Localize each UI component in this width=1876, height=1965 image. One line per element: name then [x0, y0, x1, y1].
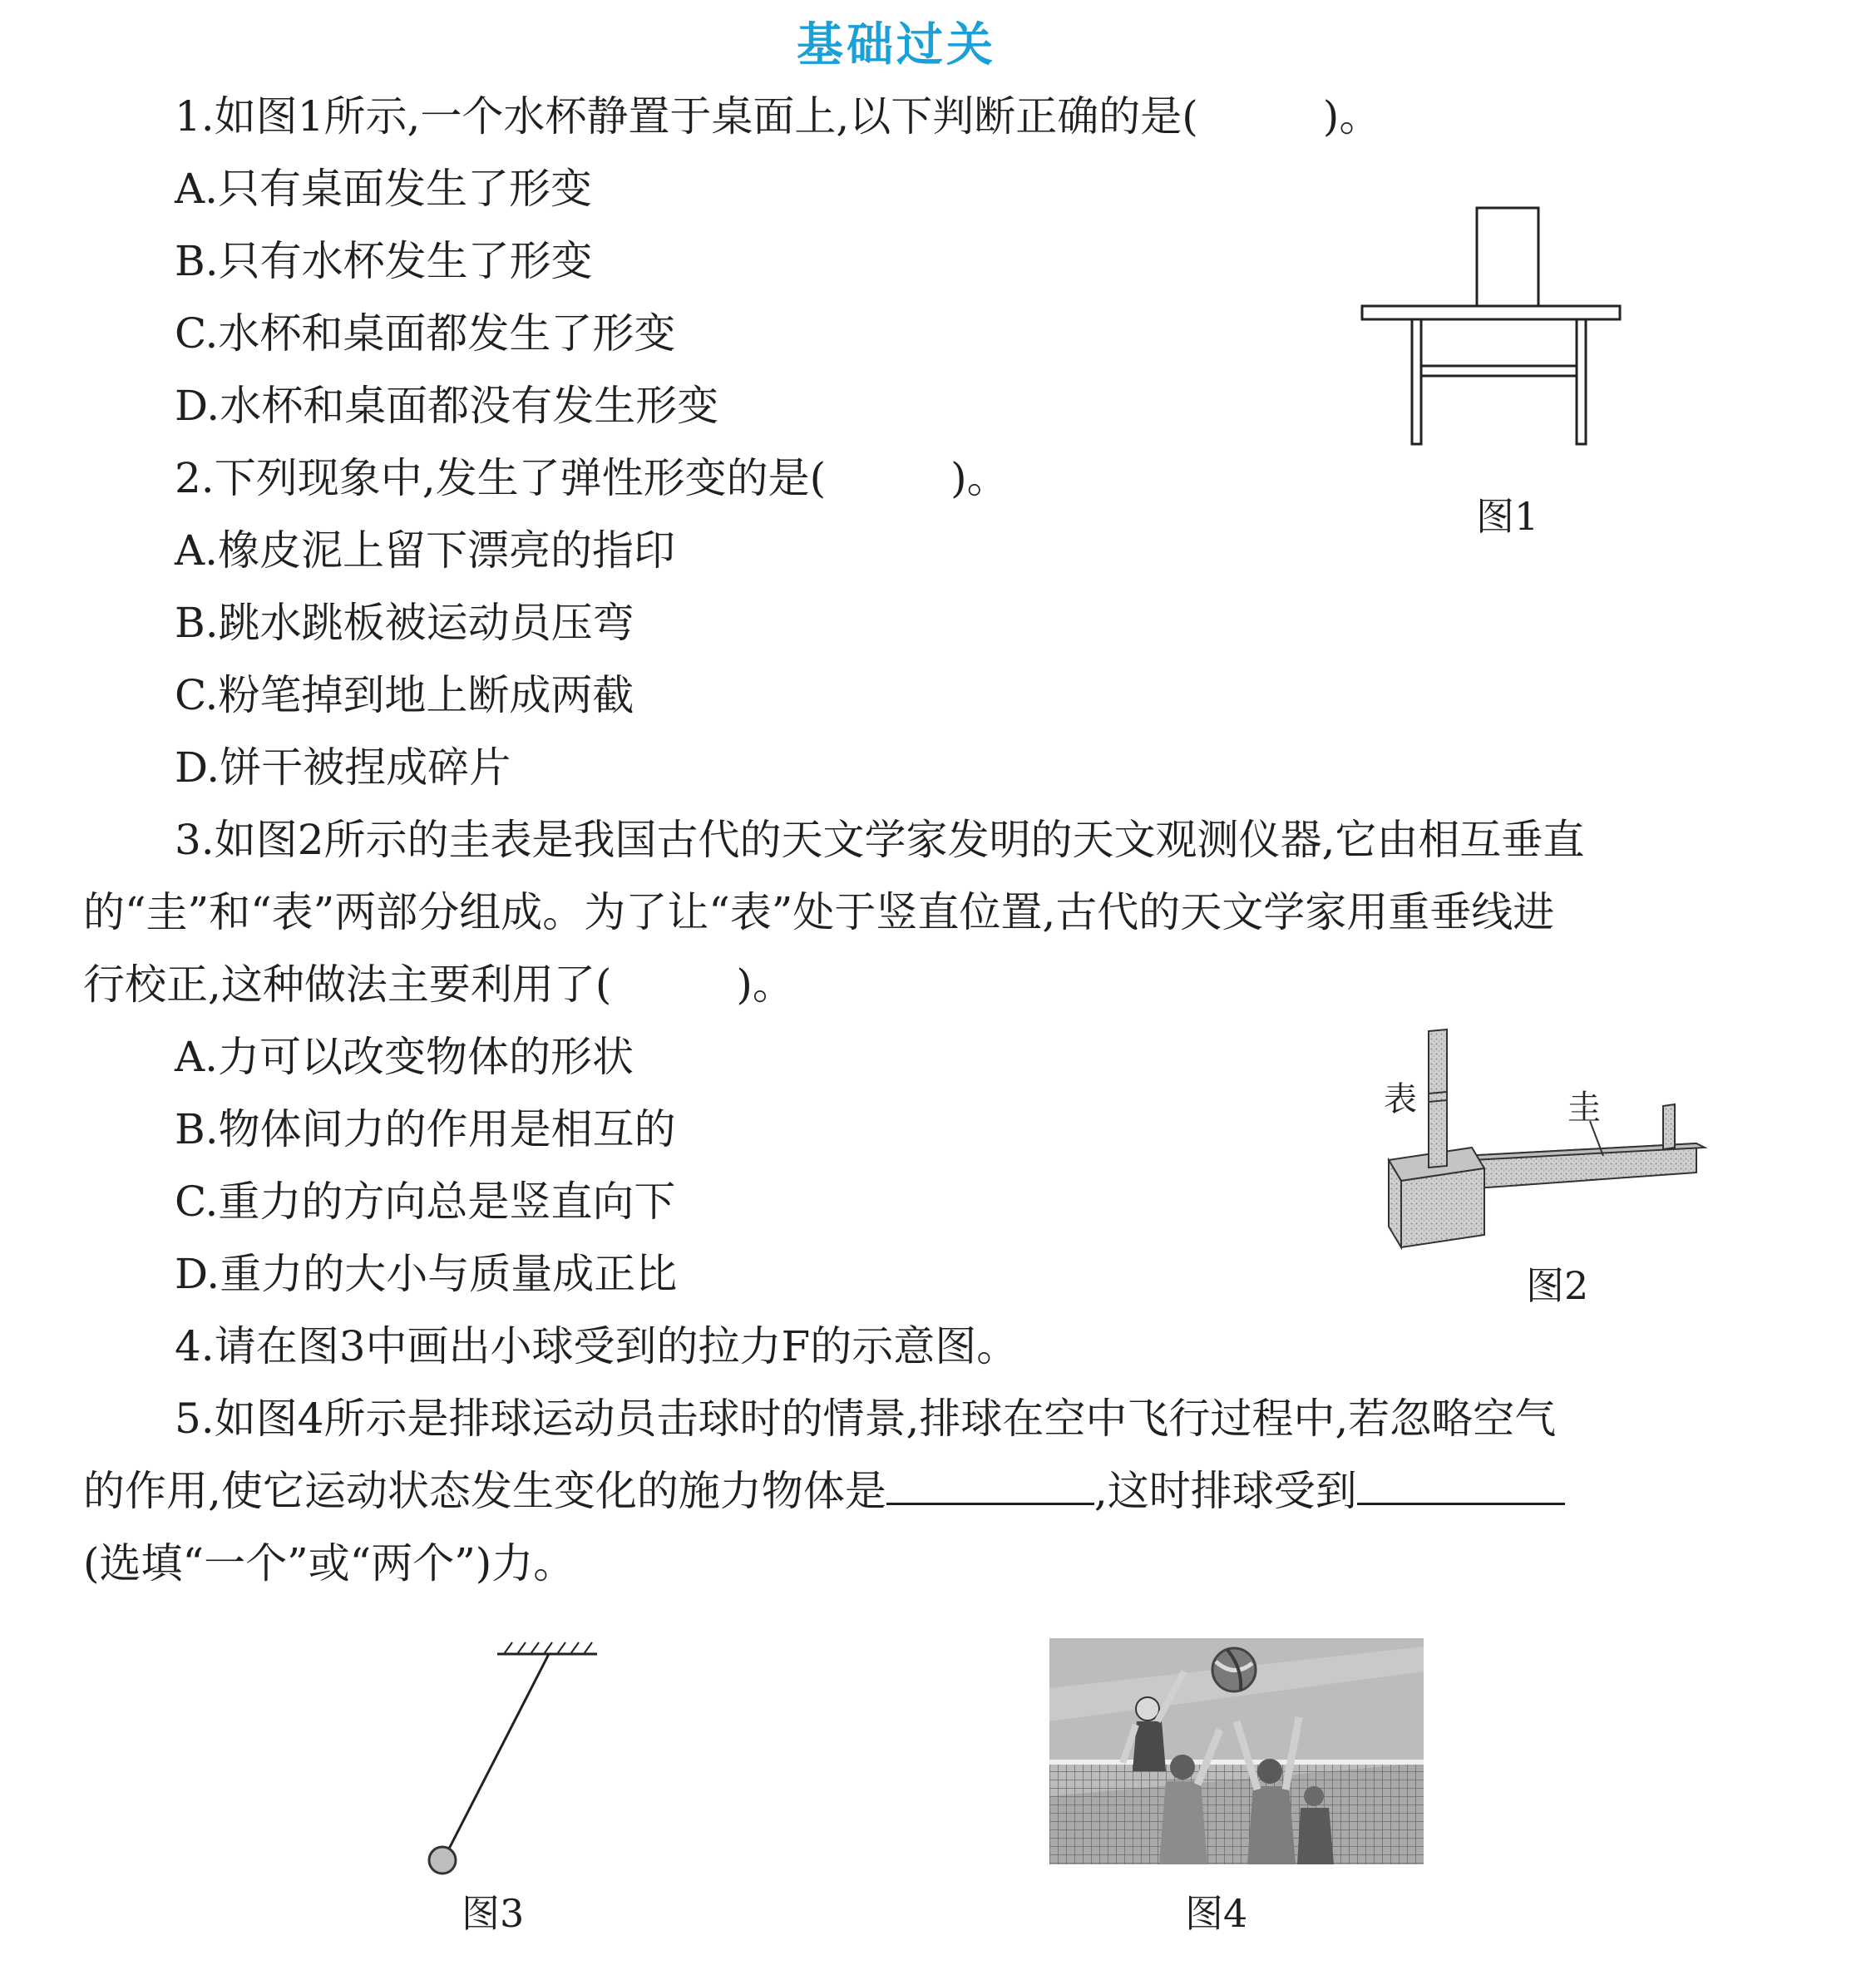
q4-stem: 4.请在图3中画出小球受到的拉力F的示意图。: [175, 1322, 1019, 1370]
q3-stem-line-1: 3.如图2所示的圭表是我国古代的天文学家发明的天文观测仪器,它由相互垂直: [175, 816, 1585, 864]
q2-option-a: A.橡皮泥上留下漂亮的指印: [175, 526, 676, 575]
q5-answer-blank-1[interactable]: [886, 1466, 1094, 1505]
q1-option-b: B.只有水杯发生了形变: [175, 237, 593, 285]
q1-option-c: C.水杯和桌面都发生了形变: [175, 309, 676, 358]
figure-3-pendulum: [416, 1634, 615, 1875]
figure-2-label-gui: 圭: [1567, 1089, 1601, 1127]
q2-option-b: B.跳水跳板被运动员压弯: [175, 599, 634, 647]
q3-option-b: B.物体间力的作用是相互的: [175, 1105, 676, 1153]
q3-stem-line-2: 的“圭”和“表”两部分组成。为了让“表”处于竖直位置,古代的天文学家用重垂线进: [83, 888, 1555, 936]
q5-line-1: 5.如图4所示是排球运动员击球时的情景,排球在空中飞行过程中,若忽略空气: [175, 1395, 1557, 1443]
q2-option-d: D.饼干被捏成碎片: [175, 743, 511, 792]
q5-answer-blank-2[interactable]: [1357, 1466, 1565, 1505]
q1-option-a: A.只有桌面发生了形变: [175, 165, 593, 213]
q5-line-2-text-a: 的作用,使它运动状态发生变化的施力物体是: [83, 1467, 886, 1515]
q1-option-d: D.水杯和桌面都没有发生形变: [175, 382, 719, 430]
q3-option-c: C.重力的方向总是竖直向下: [175, 1178, 676, 1226]
figure-1-caption: 图1: [1476, 494, 1539, 539]
q2-option-c: C.粉笔掉到地上断成两截: [175, 671, 634, 719]
q3-option-a: A.力可以改变物体的形状: [175, 1033, 634, 1081]
figure-2-caption: 图2: [1526, 1263, 1589, 1308]
figure-2-gnomon: [1380, 1023, 1713, 1264]
figure-4-caption: 图4: [1185, 1891, 1248, 1936]
figure-1-cup-on-table: [1355, 200, 1638, 457]
q3-option-d: D.重力的大小与质量成正比: [175, 1250, 678, 1298]
figure-4-volleyball-photo: [1049, 1638, 1424, 1864]
section-title: 基础过关: [797, 18, 996, 72]
figure-2-label-biao: 表: [1384, 1080, 1417, 1118]
q5-line-2-text-b: ,这时排球受到: [1094, 1467, 1357, 1515]
q1-stem: 1.如图1所示,一个水杯静置于桌面上,以下判断正确的是( )。: [175, 92, 1381, 141]
figure-3-caption: 图3: [462, 1891, 525, 1936]
q5-line-3: (选填“一个”或“两个”)力。: [83, 1539, 575, 1587]
q5-line-2: [83, 1466, 1565, 1516]
q2-stem: 2.下列现象中,发生了弹性形变的是( )。: [175, 454, 1009, 502]
q3-stem-line-3: 行校正,这种做法主要利用了( )。: [83, 960, 794, 1009]
